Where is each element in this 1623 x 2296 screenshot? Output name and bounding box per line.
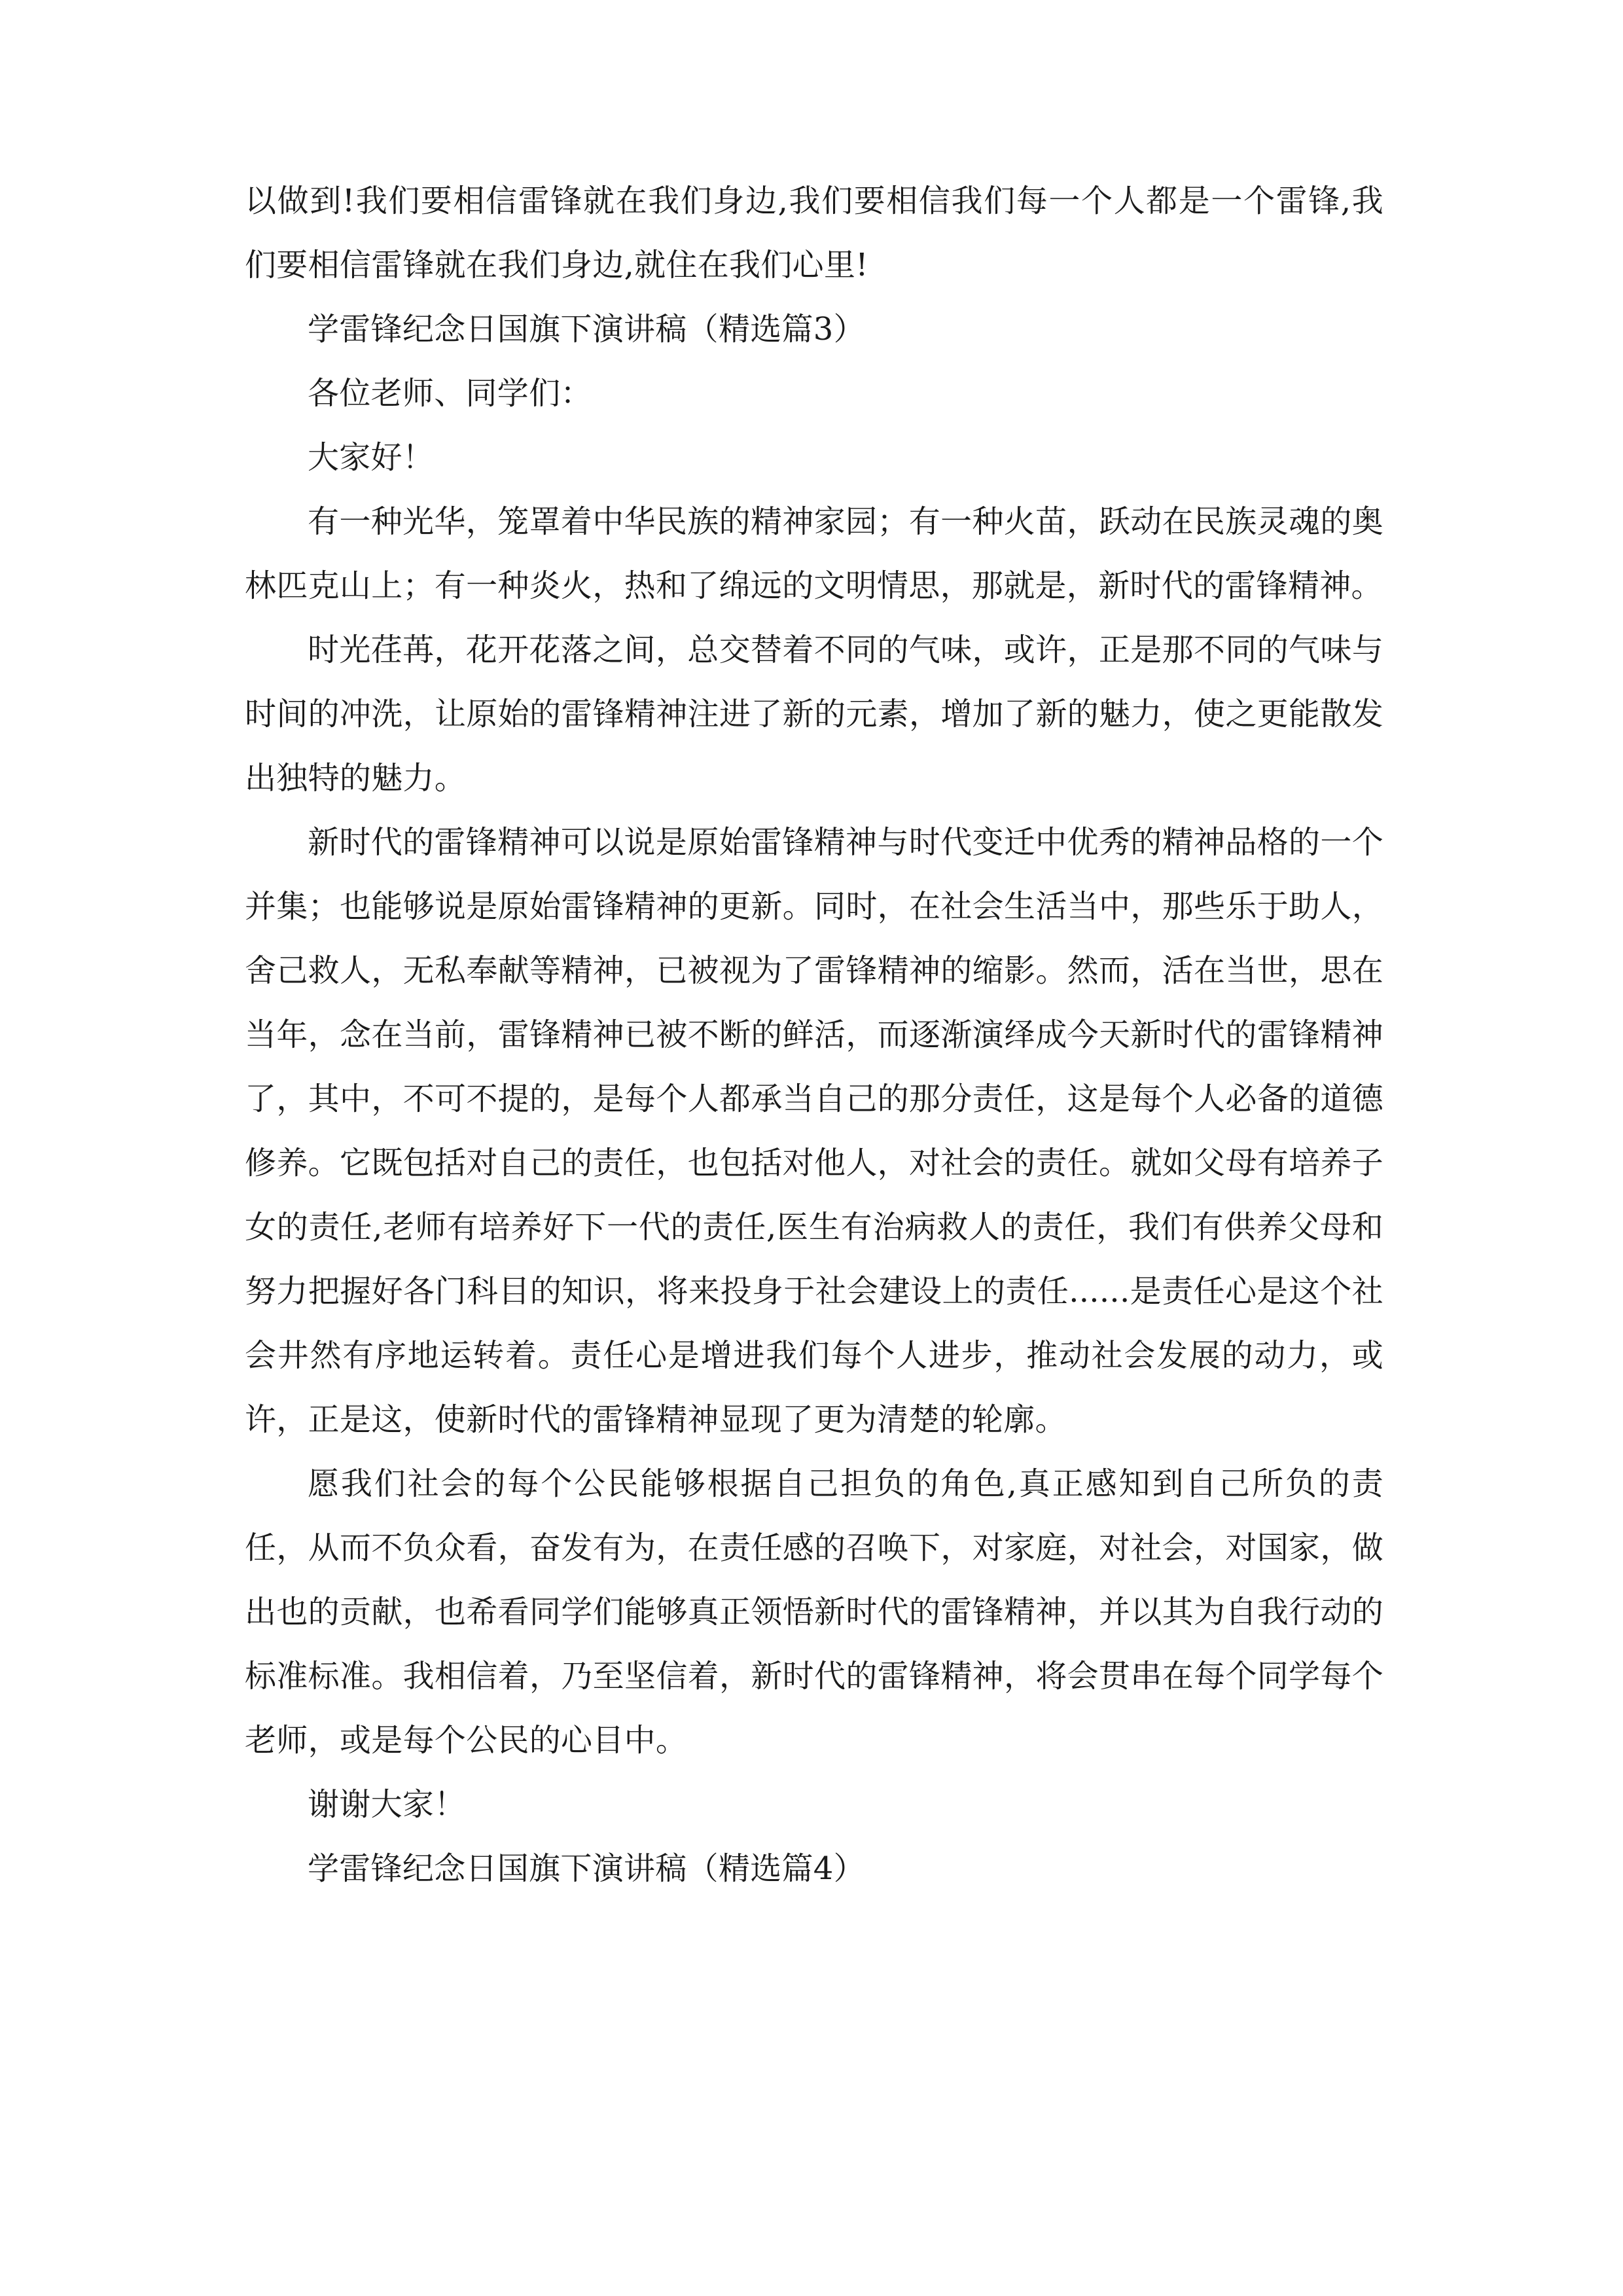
- document-body: [245, 169, 1383, 1901]
- paragraph: 有一种光华，笼罩着中华民族的精神家园；有一种火苗，跃动在民族灵魂的奥林匹克山上；有一种炎火，热和了绵远的文明情思，那就是，新时代的雷锋精神。: [245, 503, 1383, 604]
- closing: 谢谢大家！: [308, 1786, 466, 1823]
- paragraph: 时光荏苒，花开花落之间，总交替着不同的气味，或许，正是那不同的气味与时间的冲洗，让原始的雷锋精神注进了新的元素，增加了新的魅力，使之更能散发出独特的魅力。: [245, 632, 1383, 797]
- paragraph-continuation: 以做到!我们要相信雷锋就在我们身边,我们要相信我们每一个人都是一个雷锋,我们要相信雷锋就在我们身边,就住在我们心里!: [245, 183, 1383, 283]
- section-heading-4: 学雷锋纪念日国旗下演讲稿（精选篇4）: [308, 1850, 865, 1887]
- section-heading-3: 学雷锋纪念日国旗下演讲稿（精选篇3）: [308, 311, 865, 348]
- paragraph: 愿我们社会的每个公民能够根据自己担负的角色,真正感知到自己所负的责任，从而不负众看，奋发有为，在责任感的召唤下，对家庭，对社会，对国家，做出也的贡献，也希看同学们能够真正领悟新时代的雷锋精神，并以其为自我行动的标准标准。我相信着，乃至坚信着，新时代的雷锋精神，将会贯串在每个同学每个老师，或是每个公民的心目中。: [245, 1465, 1383, 1759]
- paragraph: 新时代的雷锋精神可以说是原始雷锋精神与时代变迁中优秀的精神品格的一个并集；也能够说是原始雷锋精神的更新。同时，在社会生活当中，那些乐于助人，舍己救人，无私奉献等精神，已被视为了雷锋精神的缩影。然而，活在当世，思在当年，念在当前，雷锋精神已被不断的鲜活，而逐渐演绎成今天新时代的雷锋精神了，其中，不可不提的，是每个人都承当自己的那分责任，这是每个人必备的道德修养。它既包括对自己的责任，也包括对他人，对社会的责任。就如父母有培养子女的责任,老师有培养好下一代的责任,医生有治病救人的责任，我们有供养父母和努力把握好各门科目的知识，将来投身于社会建设上的责任......是责任心是这个社会井然有序地运转着。责任心是增进我们每个人进步，推动社会发展的动力，或许，正是这，使新时代的雷锋精神显现了更为清楚的轮廓。: [245, 824, 1383, 1438]
- greeting: 大家好！: [308, 439, 435, 476]
- salutation: 各位老师、同学们：: [308, 375, 592, 412]
